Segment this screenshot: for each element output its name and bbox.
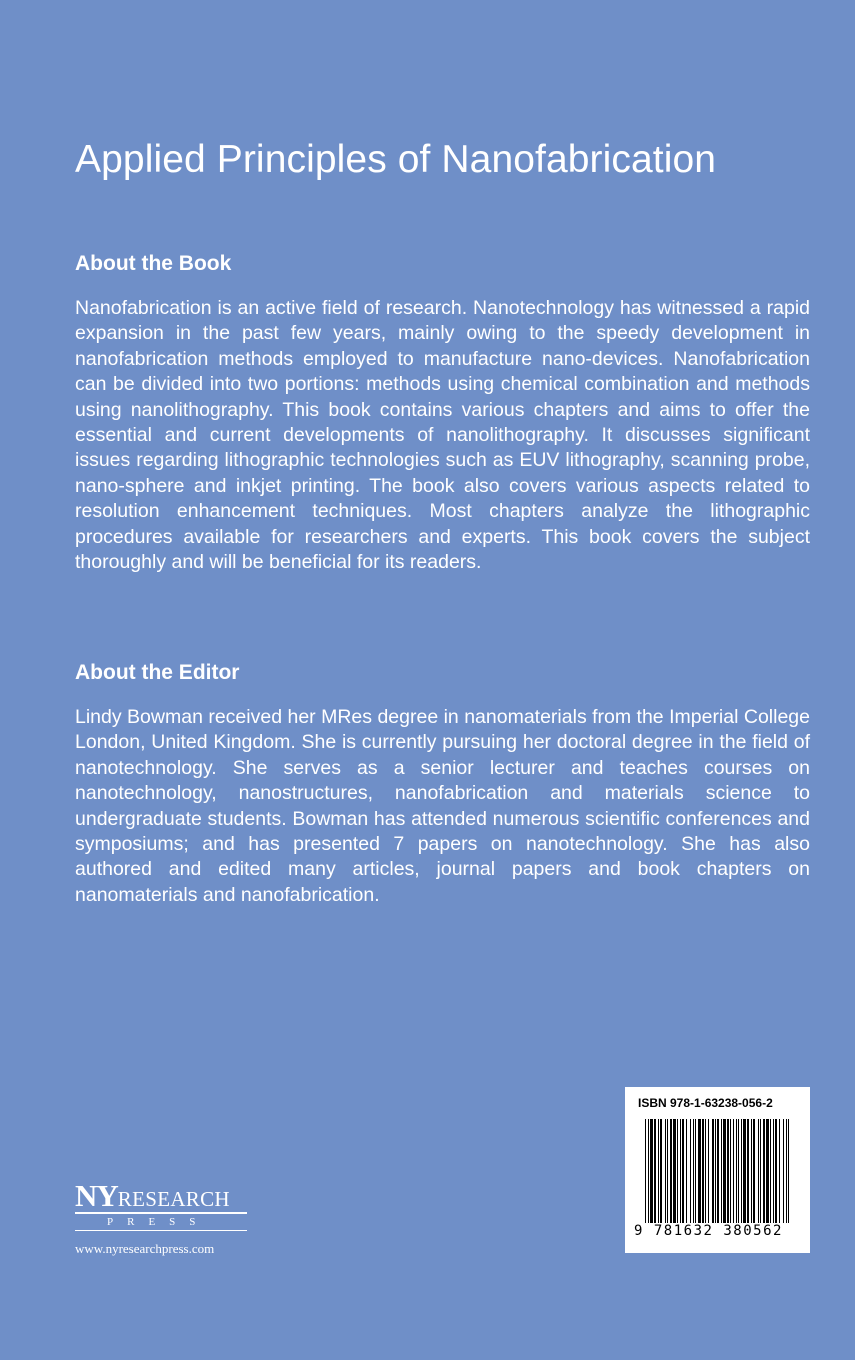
publisher-logo xyxy=(75,1180,247,1257)
about-editor-text: Lindy Bowman received her MRes degree in nanomaterials from the Imperial College London, United Kingdom. She is currently pursuing her doctoral degree in the field of nanotechnology. She serves as a senior lecturer and teaches courses on nanotechnology, nanostructures, nanofabrication and materials science to undergraduate students. Bowman has attended numerous scientific conferences and symposiums; and has presented 7 papers on nanotechnology. She has also authored and edited many articles, journal papers and book chapters on nanomaterials and nanofabrication. xyxy=(75,706,810,906)
about-editor-heading: About the Editor xyxy=(75,661,240,684)
logo-research: RESEARCH xyxy=(117,1187,230,1211)
publisher-url: www.nyresearchpress.com xyxy=(75,1241,215,1256)
isbn-label: ISBN 978-1-63238-056-2 xyxy=(638,1096,773,1110)
about-book-heading: About the Book xyxy=(75,252,232,275)
book-title: Applied Principles of Nanofabrication xyxy=(75,138,717,181)
barcode-digits: 9 781632 380562 xyxy=(634,1223,783,1239)
about-book-text: Nanofabrication is an active field of research. Nanotechnology has witnessed a rapid expansion in the past few years, mainly owing to the speedy development in nanofabrication methods employed to manufacture nano-devices. Nanofabrication can be divided into two portions: methods using chemical combination and methods using nanolithography. This book contains various chapters and aims to offer the essential and current developments of nanolithography. It discusses significant issues regarding lithographic technologies such as EUV lithography, scanning probe, nano-sphere and inkjet printing. The book also covers various aspects related to resolution enhancement techniques. Most chapters analyze the lithographic procedures available for researchers and experts. This book covers the subject thoroughly and will be beneficial for its readers. xyxy=(75,297,810,574)
isbn-barcode-box xyxy=(625,1087,810,1253)
barcode-icon xyxy=(645,1119,791,1223)
logo-rule-lower xyxy=(75,1230,247,1231)
logo-ny: NY xyxy=(75,1178,118,1213)
logo-press: PRESS xyxy=(107,1216,210,1228)
